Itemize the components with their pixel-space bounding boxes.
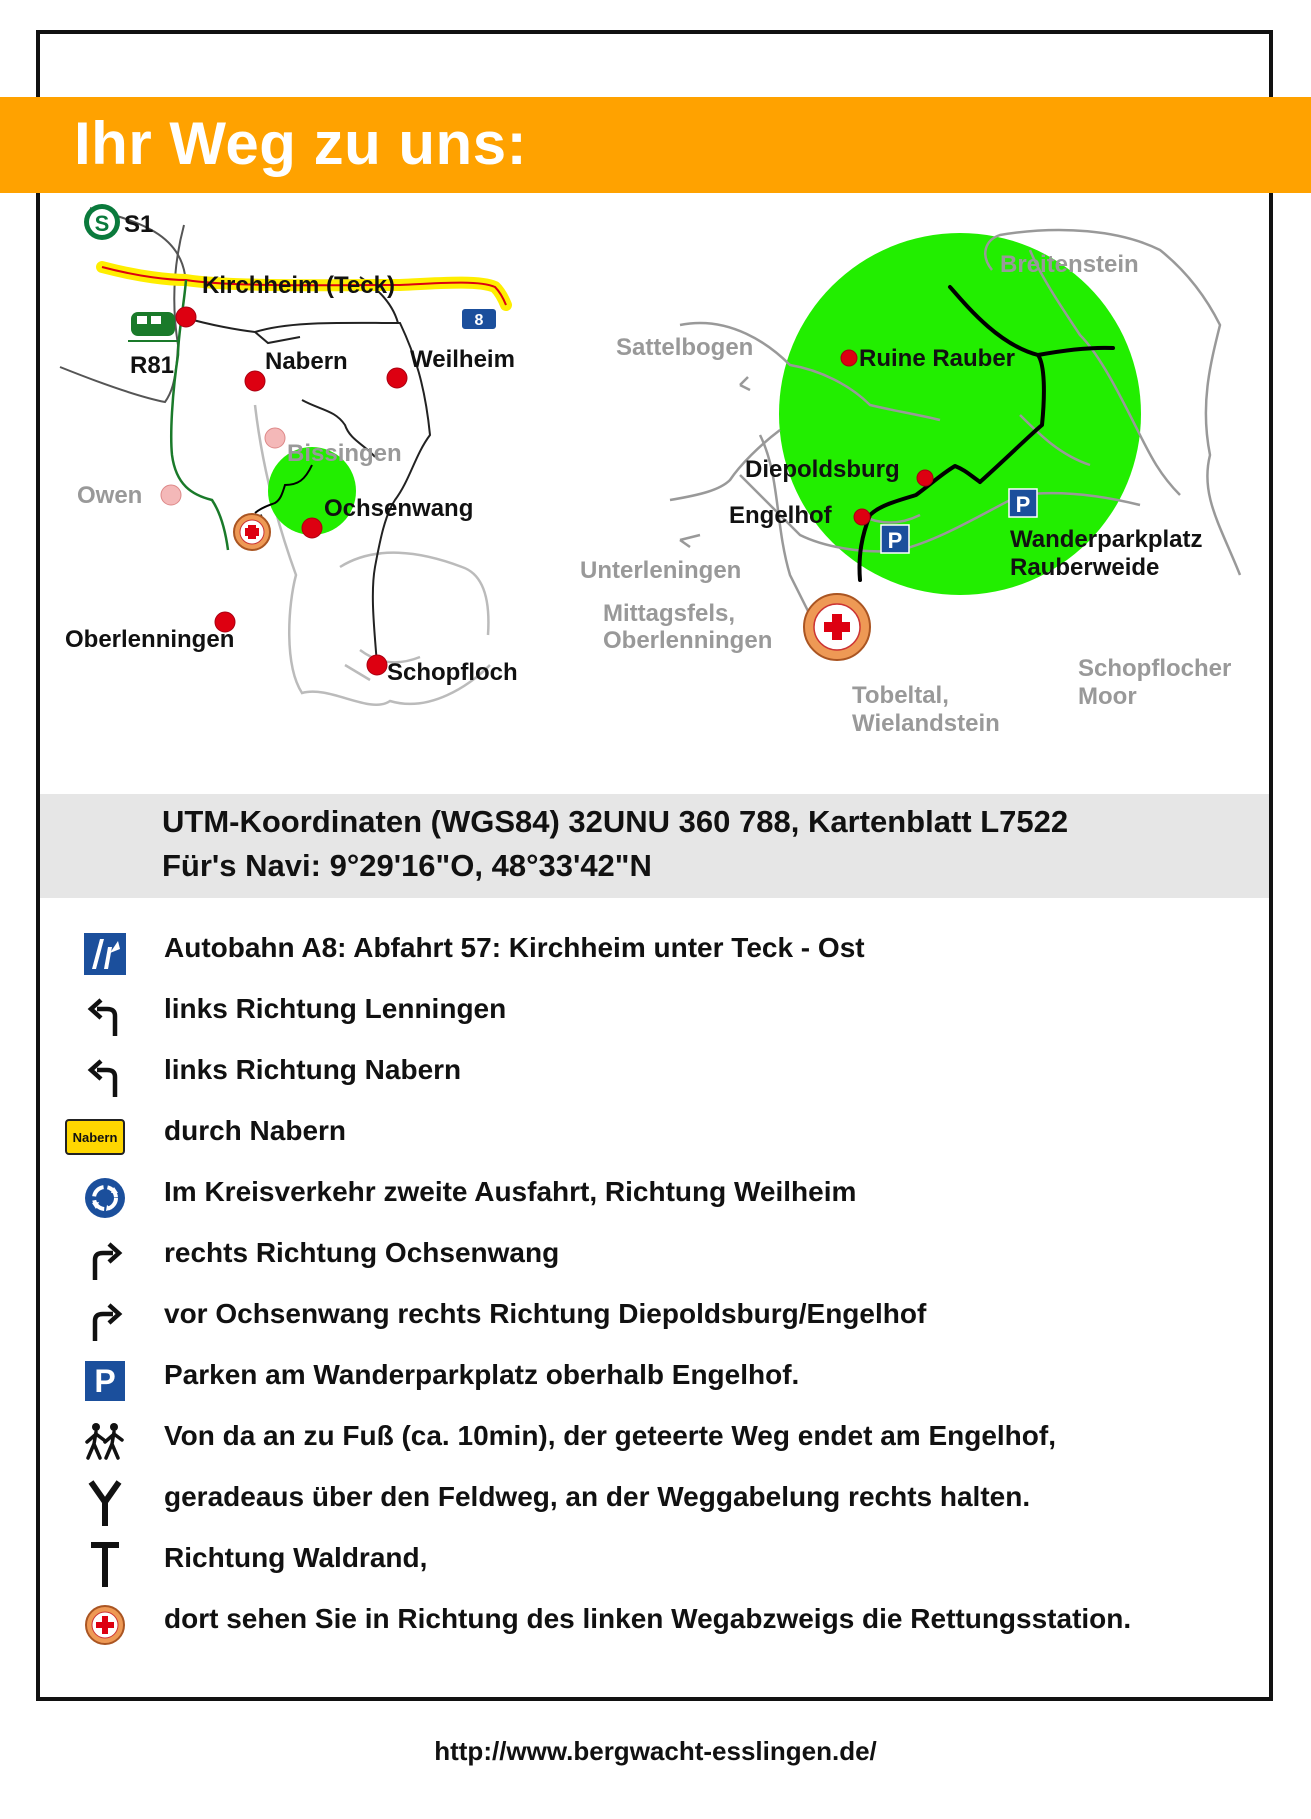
direction-step-5	[0, 1169, 1311, 1229]
marker-kirchheim	[176, 307, 196, 327]
direction-step-4	[0, 1108, 1311, 1168]
label-ochsenwang: Ochsenwang	[324, 495, 474, 522]
label-mittagsfels: Mittagsfels,	[603, 600, 736, 627]
label-unterlenningen: Unterleningen	[580, 557, 742, 584]
direction-step-2	[0, 986, 1311, 1046]
autobahn-exit-icon	[80, 929, 130, 979]
svg-text:8: 8	[474, 312, 484, 329]
turn-right-icon	[80, 1295, 130, 1345]
label-rauberweide: Rauberweide	[1010, 554, 1160, 581]
marker-diepoldsburg	[917, 470, 933, 486]
svg-text:P: P	[887, 528, 903, 553]
header-banner	[0, 97, 1311, 193]
maps-area	[0, 195, 1311, 765]
label-r81: R81	[130, 352, 175, 379]
marker-owen	[161, 485, 181, 505]
direction-step-7	[0, 1291, 1311, 1351]
direction-step-9	[0, 1413, 1311, 1473]
direction-step-3	[0, 1047, 1311, 1107]
parking-sign-rauberweide	[1009, 489, 1037, 517]
direction-text: rechts Richtung Ochsenwang	[164, 1237, 560, 1268]
navi-coordinates: Für's Navi: 9°29'16"O, 48°33'42"N	[162, 848, 652, 883]
label-ruine-rauber: Ruine Rauber	[859, 345, 1016, 372]
direction-step-10	[0, 1474, 1311, 1534]
direction-text: Im Kreisverkehr zweite Ausfahrt, Richtung Weilheim	[164, 1176, 857, 1207]
y-junction-icon	[80, 1478, 130, 1528]
label-nabern: Nabern	[265, 348, 348, 375]
direction-text: Parken am Wanderparkplatz oberhalb Engelhof.	[164, 1359, 800, 1390]
label-diepoldsburg: Diepoldsburg	[745, 456, 900, 483]
label-engelhof: Engelhof	[729, 502, 832, 529]
direction-step-1	[0, 925, 1311, 985]
station-icon-small	[234, 514, 270, 550]
overview-map	[0, 195, 620, 765]
detail-map	[560, 195, 1280, 765]
page-title: Ihr Weg zu uns:	[74, 110, 528, 177]
marker-schopfloch	[367, 655, 387, 675]
direction-text: Von da an zu Fuß (ca. 10min), der geteerte Weg endet am Engelhof,	[164, 1420, 1056, 1451]
direction-step-6	[0, 1230, 1311, 1290]
direction-step-11	[0, 1535, 1311, 1595]
turn-left-icon	[80, 1051, 130, 1101]
marker-weilheim	[387, 368, 407, 388]
label-oberlenningen: Oberlenningen	[65, 626, 235, 653]
station-icon-large	[804, 594, 870, 660]
direction-text: links Richtung Lenningen	[164, 993, 507, 1024]
label-bissingen: Bissingen	[287, 440, 402, 467]
direction-text: Richtung Waldrand,	[164, 1542, 428, 1573]
direction-step-8	[0, 1352, 1311, 1412]
label-sattelbogen: Sattelbogen	[616, 334, 754, 361]
direction-step-12	[0, 1596, 1311, 1656]
marker-ruine-rauber	[841, 350, 857, 366]
svg-text:S: S	[94, 211, 110, 236]
label-wielandstein: Wielandstein	[852, 710, 1000, 737]
a8-shield	[461, 308, 497, 330]
marker-nabern	[245, 371, 265, 391]
s-bahn-icon	[84, 204, 120, 240]
direction-text: Autobahn A8: Abfahrt 57: Kirchheim unter Teck - Ost	[164, 932, 865, 963]
direction-text: durch Nabern	[164, 1115, 347, 1146]
bergwacht-station-icon	[80, 1600, 130, 1650]
footer-url[interactable]: http://www.bergwacht-esslingen.de/	[434, 1736, 877, 1766]
utm-coordinates: UTM-Koordinaten (WGS84) 32UNU 360 788, Kartenblatt L7522	[162, 804, 1069, 839]
direction-text: vor Ochsenwang rechts Richtung Diepoldsburg/Engelhof	[164, 1298, 927, 1329]
label-oberlenningen-detail: Oberlenningen	[603, 627, 773, 654]
label-schopfloch: Schopfloch	[387, 659, 518, 686]
label-wanderparkplatz: Wanderparkplatz	[1010, 526, 1203, 553]
marker-bissingen	[265, 428, 285, 448]
turn-right-icon	[80, 1234, 130, 1284]
marker-ochsenwang	[302, 518, 322, 538]
label-tobeltal: Tobeltal,	[852, 682, 949, 709]
label-moor: Moor	[1078, 683, 1137, 710]
parking-icon: P	[80, 1356, 130, 1406]
label-breitenstein: Breitenstein	[1000, 251, 1139, 278]
turn-left-icon	[80, 990, 130, 1040]
label-owen: Owen	[77, 482, 143, 509]
label-s1: S1	[124, 211, 154, 238]
direction-text: links Richtung Nabern	[164, 1054, 462, 1085]
marker-engelhof	[854, 509, 870, 525]
t-junction-icon	[80, 1539, 130, 1589]
town-sign-icon: Nabern	[64, 1112, 126, 1162]
direction-text: dort sehen Sie in Richtung des linken Wegabzweigs die Rettungsstation.	[164, 1603, 1132, 1634]
hikers-icon	[80, 1417, 130, 1467]
svg-text:P: P	[1015, 492, 1031, 517]
roundabout-icon	[80, 1173, 130, 1223]
label-kirchheim: Kirchheim (Teck)	[202, 272, 395, 299]
label-weilheim: Weilheim	[410, 346, 515, 373]
train-icon	[128, 312, 178, 341]
parking-sign-engelhof	[881, 525, 909, 553]
direction-text: geradeaus über den Feldweg, an der Weggabelung rechts halten.	[164, 1481, 1031, 1512]
label-schopflocher: Schopflocher	[1078, 655, 1232, 682]
coordinates-box	[40, 794, 1269, 898]
